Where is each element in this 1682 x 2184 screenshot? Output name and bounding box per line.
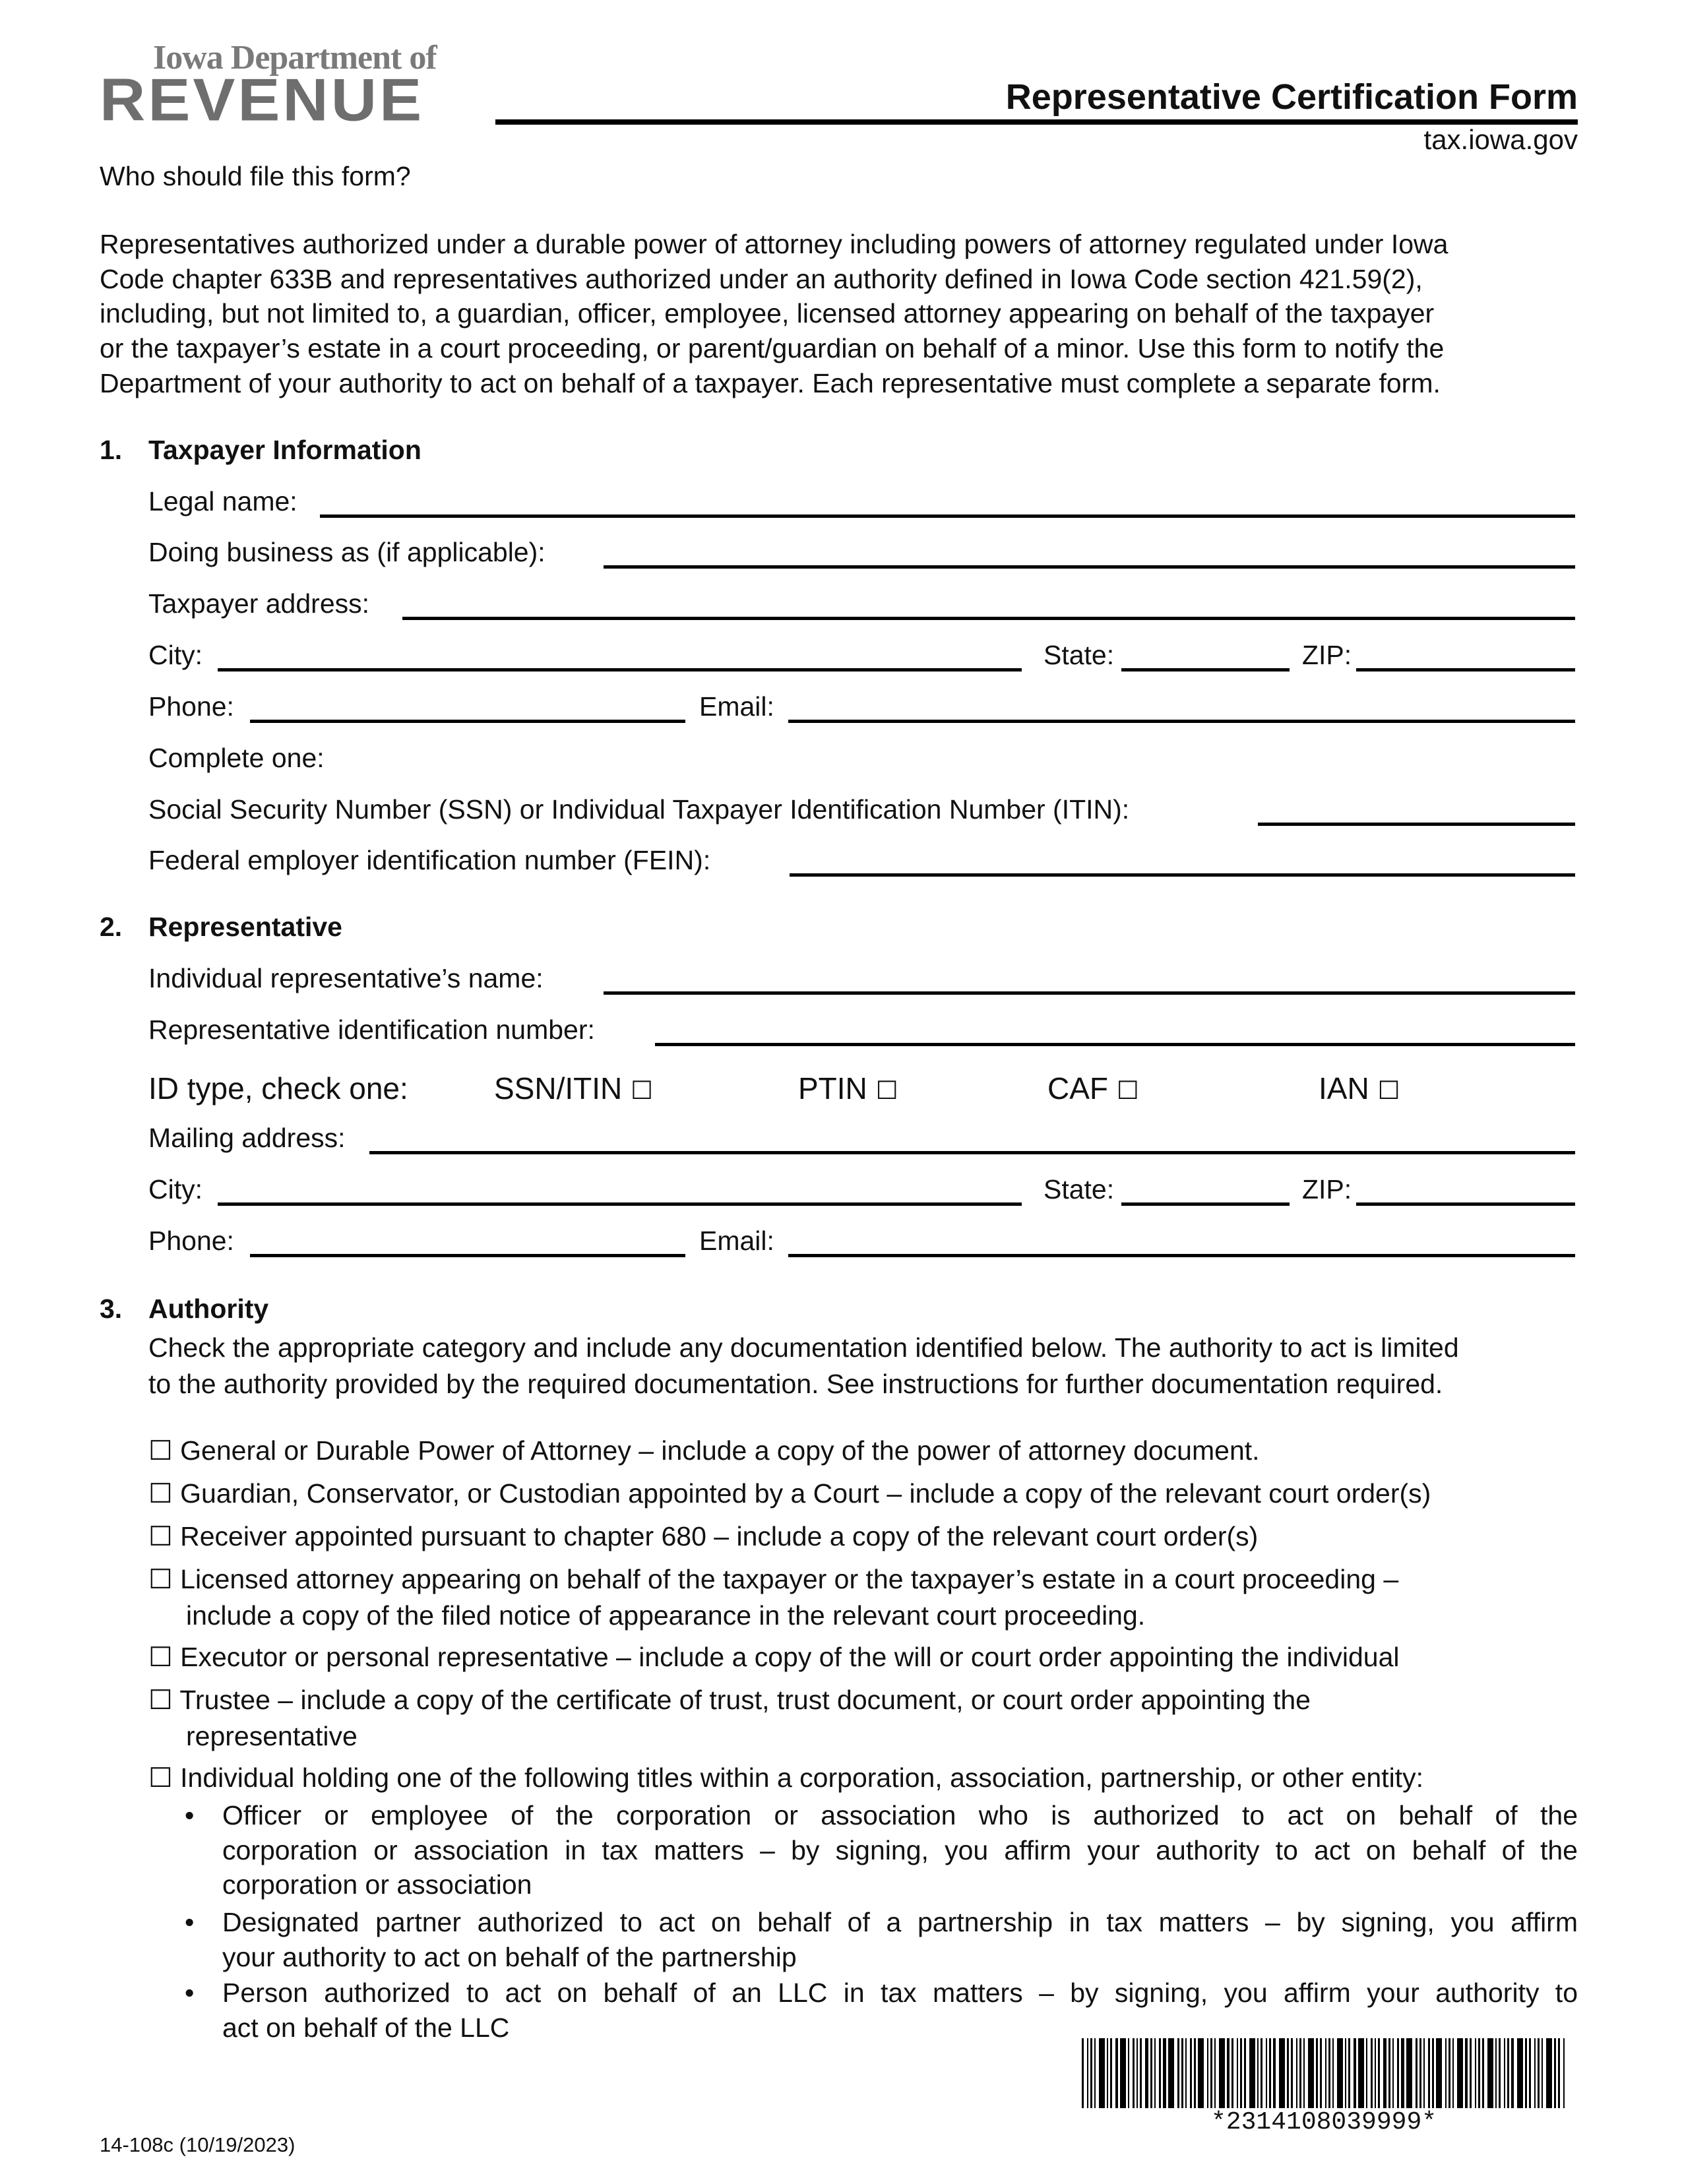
barcode-bar bbox=[1303, 2038, 1305, 2108]
fein-label: Federal employer identification number (FEIN): bbox=[148, 845, 711, 875]
barcode-bar bbox=[1366, 2038, 1367, 2108]
barcode-bar bbox=[1181, 2038, 1183, 2108]
zip-label: ZIP: bbox=[1302, 640, 1352, 670]
barcode-bar bbox=[1406, 2038, 1412, 2108]
ssn-field[interactable] bbox=[1258, 823, 1575, 826]
barcode-bar bbox=[1240, 2038, 1242, 2108]
barcode-bar bbox=[1525, 2038, 1527, 2108]
barcode-bar bbox=[1388, 2038, 1390, 2108]
barcode-bar bbox=[1261, 2038, 1262, 2108]
barcode-bar bbox=[1308, 2038, 1314, 2108]
barcode-bar bbox=[1504, 2038, 1505, 2108]
barcode-bar bbox=[1328, 2038, 1330, 2108]
barcode-bar bbox=[1227, 2038, 1230, 2108]
barcode-bar bbox=[1257, 2038, 1259, 2108]
barcode-bar bbox=[1401, 2038, 1404, 2108]
barcode-bar bbox=[1090, 2038, 1092, 2108]
rep-name-field[interactable] bbox=[604, 991, 1575, 995]
barcode-bar bbox=[1087, 2038, 1088, 2108]
bullet-llc: Person authorized to act on behalf of an LLC in tax matters – by signing, you affirm your authority to bbox=[222, 1978, 1578, 2008]
rep-email-label: Email: bbox=[699, 1226, 774, 1256]
barcode-bar bbox=[1542, 2038, 1543, 2108]
barcode-bar bbox=[1337, 2038, 1343, 2108]
barcode-bar bbox=[1145, 2038, 1148, 2108]
barcode-bar bbox=[1231, 2038, 1233, 2108]
barcode-bar bbox=[1316, 2038, 1318, 2108]
barcode-bar bbox=[1534, 2038, 1536, 2108]
rep-zip-label: ZIP: bbox=[1302, 1174, 1352, 1204]
page-title: Representative Certification Form bbox=[1005, 77, 1578, 117]
checkbox-icon[interactable]: ☐ bbox=[631, 1077, 654, 1105]
barcode-bar bbox=[1244, 2038, 1246, 2108]
dba-label: Doing business as (if applicable): bbox=[148, 537, 545, 567]
intro-question: Who should file this form? bbox=[100, 161, 411, 191]
id-type-label: ID type, check one: bbox=[148, 1071, 408, 1106]
intro-line: Code chapter 633B and representatives authorized under an authority defined in Iowa Code section 421.59(2), bbox=[100, 264, 1423, 294]
section2-number: 2. bbox=[100, 912, 123, 942]
barcode-bar bbox=[1099, 2038, 1105, 2108]
checkbox-icon[interactable]: ☐ bbox=[1377, 1077, 1400, 1105]
barcode-bar bbox=[1107, 2038, 1108, 2108]
bullet-llc: act on behalf of the LLC bbox=[222, 2012, 510, 2043]
barcode-bar bbox=[1475, 2038, 1476, 2108]
barcode-bar bbox=[1249, 2038, 1255, 2108]
authority-option-poa[interactable]: ☐ General or Durable Power of Attorney – include a copy of the power of attorney document. bbox=[148, 1435, 1260, 1466]
barcode-bar bbox=[1470, 2038, 1472, 2108]
barcode-bar bbox=[1214, 2038, 1216, 2108]
barcode-bar bbox=[1546, 2038, 1552, 2108]
rep-id-label: Representative identification number: bbox=[148, 1014, 595, 1045]
rep-id-field[interactable] bbox=[655, 1043, 1575, 1046]
barcode-bar bbox=[1115, 2038, 1118, 2108]
barcode-bar bbox=[1478, 2038, 1480, 2108]
rep-zip-field[interactable] bbox=[1356, 1202, 1575, 1206]
barcode-bar bbox=[1507, 2038, 1509, 2108]
taxpayer-address-label: Taxpayer address: bbox=[148, 588, 370, 619]
mailing-address-field[interactable] bbox=[369, 1151, 1575, 1154]
intro-line: Representatives authorized under a durable power of attorney including powers of attorney regulated under Iowa bbox=[100, 229, 1448, 259]
id-type-caf[interactable] bbox=[1047, 1071, 1139, 1106]
legal-name-label: Legal name: bbox=[148, 486, 297, 516]
bullet-partner: your authority to act on behalf of the partnership bbox=[222, 1942, 797, 1972]
authority-option-guardian[interactable]: ☐ Guardian, Conservator, or Custodian appointed by a Court – include a copy of the relevant court order(s) bbox=[148, 1478, 1431, 1509]
bullet-icon: • bbox=[185, 1978, 195, 2008]
authority-instructions: to the authority provided by the required documentation. See instructions for further documentation required. bbox=[148, 1369, 1443, 1399]
id-type-ptin[interactable] bbox=[798, 1071, 898, 1106]
barcode-bar bbox=[1082, 2038, 1084, 2108]
barcode-bar bbox=[1416, 2038, 1417, 2108]
barcode-bar bbox=[1137, 2038, 1138, 2108]
email-label: Email: bbox=[699, 691, 774, 722]
bullet-icon: • bbox=[185, 1907, 195, 1937]
barcode-bar bbox=[1445, 2038, 1447, 2108]
bullet-partner: Designated partner authorized to act on behalf of a partnership in tax matters – by signing, you affirm bbox=[222, 1907, 1578, 1937]
logo-line2: REVENUE bbox=[100, 66, 425, 134]
barcode-text: *2314108039999* bbox=[1211, 2108, 1437, 2137]
barcode-bar bbox=[1150, 2038, 1152, 2108]
barcode-bar bbox=[1325, 2038, 1326, 2108]
authority-option-executor[interactable]: ☐ Executor or personal representative – include a copy of the will or court order appointing the individual bbox=[148, 1642, 1400, 1672]
barcode-bar bbox=[1419, 2038, 1421, 2108]
barcode bbox=[1082, 2038, 1570, 2108]
barcode-bar bbox=[1448, 2038, 1450, 2108]
barcode-bar bbox=[1495, 2038, 1497, 2108]
section3-number: 3. bbox=[100, 1294, 123, 1324]
barcode-bar bbox=[1159, 2038, 1161, 2108]
rep-name-label: Individual representative’s name: bbox=[148, 963, 544, 993]
state-field[interactable] bbox=[1121, 668, 1290, 671]
rep-state-label: State: bbox=[1043, 1174, 1115, 1204]
barcode-bar bbox=[1529, 2038, 1531, 2108]
bullet-officer: corporation or association in tax matters – by signing, you affirm your authority to act on behalf of the bbox=[222, 1835, 1578, 1865]
barcode-bar bbox=[1140, 2038, 1142, 2108]
barcode-bar bbox=[1457, 2038, 1463, 2108]
section2-heading: Representative bbox=[148, 912, 342, 942]
fein-field[interactable] bbox=[790, 873, 1575, 877]
rep-phone-label: Phone: bbox=[148, 1226, 234, 1256]
barcode-bar bbox=[1266, 2038, 1267, 2108]
legal-name-field[interactable] bbox=[320, 515, 1575, 518]
barcode-bar bbox=[1287, 2038, 1289, 2108]
state-label: State: bbox=[1043, 640, 1115, 670]
id-type-ian-label: IAN bbox=[1319, 1071, 1369, 1106]
authority-option-attorney-cont: include a copy of the filed notice of appearance in the relevant court proceeding. bbox=[186, 1600, 1146, 1631]
barcode-bar bbox=[1332, 2038, 1334, 2108]
id-type-ssn-itin-label: SSN/ITIN bbox=[494, 1071, 623, 1106]
phone-field[interactable] bbox=[250, 720, 685, 723]
id-type-caf-label: CAF bbox=[1047, 1071, 1108, 1106]
id-type-ian[interactable] bbox=[1319, 1071, 1400, 1106]
rep-email-field[interactable] bbox=[788, 1254, 1575, 1257]
barcode-bar bbox=[1383, 2038, 1386, 2108]
barcode-bar bbox=[1273, 2038, 1276, 2108]
form-id: 14-108c (10/19/2023) bbox=[100, 2133, 296, 2156]
barcode-bar bbox=[1345, 2038, 1346, 2108]
zip-field[interactable] bbox=[1356, 668, 1575, 671]
barcode-bar bbox=[1392, 2038, 1394, 2108]
section3-heading: Authority bbox=[148, 1294, 269, 1324]
intro-line: including, but not limited to, a guardian, officer, employee, licensed attorney appearing on behalf of the taxpayer bbox=[100, 298, 1435, 328]
section1-heading: Taxpayer Information bbox=[148, 435, 421, 465]
phone-label: Phone: bbox=[148, 691, 234, 722]
bullet-officer: Officer or employee of the corporation or association who is authorized to act on behalf of the bbox=[222, 1800, 1578, 1830]
barcode-bar bbox=[1110, 2038, 1112, 2108]
barcode-bar bbox=[1538, 2038, 1540, 2108]
barcode-bar bbox=[1269, 2038, 1271, 2108]
barcode-bar bbox=[1296, 2038, 1297, 2108]
barcode-bar bbox=[1487, 2038, 1493, 2108]
barcode-bar bbox=[1207, 2038, 1208, 2108]
mailing-address-label: Mailing address: bbox=[148, 1123, 346, 1153]
id-type-ptin-label: PTIN bbox=[798, 1071, 867, 1106]
barcode-bar bbox=[1558, 2038, 1560, 2108]
checkbox-icon[interactable]: ☐ bbox=[1116, 1077, 1139, 1105]
barcode-bar bbox=[1128, 2038, 1129, 2108]
barcode-bar bbox=[1432, 2038, 1434, 2108]
barcode-bar bbox=[1094, 2038, 1096, 2108]
barcode-bar bbox=[1210, 2038, 1212, 2108]
barcode-bar bbox=[1423, 2038, 1425, 2108]
barcode-bar bbox=[1168, 2038, 1174, 2108]
section1-number: 1. bbox=[100, 435, 123, 465]
header-rule bbox=[495, 119, 1578, 125]
barcode-bar bbox=[1279, 2038, 1285, 2108]
barcode-bar bbox=[1563, 2038, 1565, 2108]
intro-line: or the taxpayer’s estate in a court proceeding, or parent/guardian on behalf of a minor. Use this form to notify the bbox=[100, 333, 1445, 363]
barcode-bar bbox=[1354, 2038, 1356, 2108]
barcode-bar bbox=[1133, 2038, 1135, 2108]
barcode-bar bbox=[1163, 2038, 1166, 2108]
bullet-icon: • bbox=[185, 1800, 195, 1830]
barcode-bar bbox=[1428, 2038, 1430, 2108]
authority-option-attorney[interactable]: ☐ Licensed attorney appearing on behalf of the taxpayer or the taxpayer’s estate in a court proceeding – bbox=[148, 1564, 1399, 1594]
complete-one-label: Complete one: bbox=[148, 743, 325, 773]
barcode-bar bbox=[1219, 2038, 1225, 2108]
barcode-bar bbox=[1465, 2038, 1468, 2108]
id-type-ssn-itin[interactable] bbox=[494, 1071, 653, 1106]
barcode-bar bbox=[1511, 2038, 1514, 2108]
rep-city-label: City: bbox=[148, 1174, 202, 1204]
bullet-officer: corporation or association bbox=[222, 1869, 532, 1900]
barcode-bar bbox=[1320, 2038, 1322, 2108]
city-label: City: bbox=[148, 640, 202, 670]
taxpayer-address-field[interactable] bbox=[402, 617, 1575, 620]
checkbox-icon[interactable]: ☐ bbox=[875, 1077, 898, 1105]
barcode-bar bbox=[1436, 2038, 1442, 2108]
rep-state-field[interactable] bbox=[1121, 1202, 1290, 1206]
barcode-bar bbox=[1291, 2038, 1293, 2108]
dba-field[interactable] bbox=[604, 565, 1575, 569]
rep-phone-field[interactable] bbox=[250, 1254, 685, 1257]
barcode-bar bbox=[1154, 2038, 1156, 2108]
barcode-bar bbox=[1499, 2038, 1501, 2108]
rep-city-field[interactable] bbox=[218, 1202, 1022, 1206]
barcode-bar bbox=[1190, 2038, 1192, 2108]
barcode-bar bbox=[1378, 2038, 1380, 2108]
barcode-bar bbox=[1194, 2038, 1196, 2108]
city-field[interactable] bbox=[218, 668, 1022, 671]
barcode-bar bbox=[1371, 2038, 1373, 2108]
barcode-bar bbox=[1299, 2038, 1301, 2108]
website: tax.iowa.gov bbox=[1423, 124, 1578, 155]
email-field[interactable] bbox=[788, 720, 1575, 723]
barcode-bar bbox=[1198, 2038, 1204, 2108]
barcode-bar bbox=[1452, 2038, 1454, 2108]
authority-option-entity-officer[interactable]: ☐ Individual holding one of the following titles within a corporation, association, partnership, or other entity: bbox=[148, 1763, 1423, 1793]
barcode-bar bbox=[1358, 2038, 1364, 2108]
barcode-bar bbox=[1177, 2038, 1179, 2108]
barcode-bar bbox=[1554, 2038, 1556, 2108]
barcode-bar bbox=[1482, 2038, 1484, 2108]
authority-option-receiver[interactable]: ☐ Receiver appointed pursuant to chapter 680 – include a copy of the relevant court order(s) bbox=[148, 1521, 1259, 1551]
barcode-bar bbox=[1185, 2038, 1187, 2108]
intro-line: Department of your authority to act on behalf of a taxpayer. Each representative must complete a separate form. bbox=[100, 368, 1441, 398]
barcode-bar bbox=[1517, 2038, 1523, 2108]
authority-option-trustee[interactable]: ☐ Trustee – include a copy of the certificate of trust, trust document, or court order appointing the bbox=[148, 1685, 1311, 1715]
authority-option-trustee-cont: representative bbox=[186, 1721, 358, 1751]
barcode-bar bbox=[1237, 2038, 1238, 2108]
logo-line1: Iowa Department of bbox=[153, 39, 437, 77]
barcode-bar bbox=[1397, 2038, 1399, 2108]
authority-instructions: Check the appropriate category and include any documentation identified below. The authority to act is limited bbox=[148, 1332, 1459, 1363]
ssn-label: Social Security Number (SSN) or Individual Taxpayer Identification Number (ITIN): bbox=[148, 794, 1130, 825]
barcode-bar bbox=[1348, 2038, 1350, 2108]
barcode-bar bbox=[1375, 2038, 1376, 2108]
barcode-bar bbox=[1120, 2038, 1126, 2108]
